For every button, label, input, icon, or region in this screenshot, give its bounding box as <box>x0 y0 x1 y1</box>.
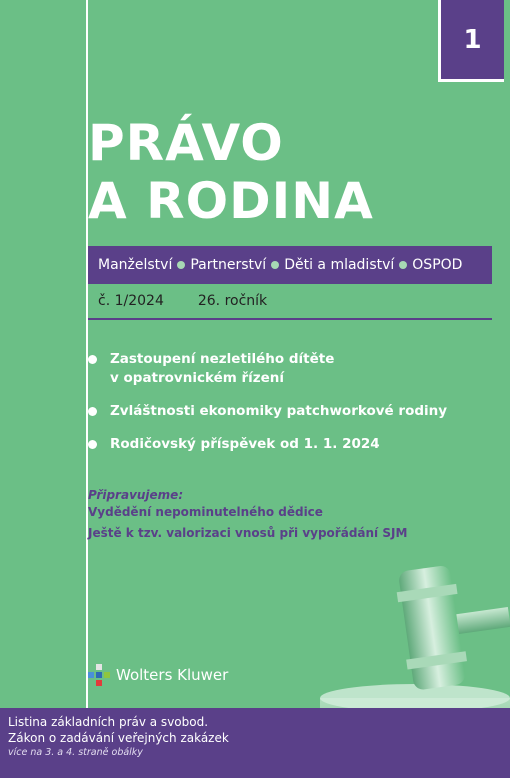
bullet-dot-icon <box>399 261 407 269</box>
footer-line-1: Listina základních práv a svobod. <box>8 715 209 729</box>
footer-line-2: Zákon o zadávání veřejných zakázek <box>8 731 229 745</box>
article-item <box>88 435 498 454</box>
footer-note: více na 3. a 4. straně obálky <box>8 747 143 758</box>
article-item <box>88 350 498 388</box>
wolters-kluwer-logo-icon <box>88 664 110 686</box>
article-title-line: Zvláštnosti ekonomiky patchworkové rodiny <box>110 403 448 419</box>
issue-number: č. 1/2024 <box>98 293 164 309</box>
publisher-logo <box>88 664 228 686</box>
subject-bar <box>88 246 492 284</box>
issue-volume: 26. ročník <box>197 293 268 309</box>
footer-bar <box>0 708 510 778</box>
title-line-1: PRÁVO <box>88 114 284 172</box>
subject-item: Děti a mladiství <box>284 257 395 273</box>
article-title-line: v opatrovnickém řízení <box>110 370 285 386</box>
bullet-dot-icon <box>88 407 97 416</box>
preparing-label: Připravujeme: <box>88 488 184 502</box>
preparing-item: Ještě k tzv. valorizaci vnosů při vypořádání SJM <box>88 526 408 540</box>
preparing-item: Vydědění nepominutelného dědice <box>88 505 323 519</box>
bullet-dot-icon <box>88 440 97 449</box>
issue-number-badge <box>438 0 504 82</box>
article-list <box>88 350 498 468</box>
subject-item: OSPOD <box>412 257 463 273</box>
bullet-dot-icon <box>271 261 279 269</box>
subject-item: Partnerství <box>190 257 267 273</box>
bullet-dot-icon <box>177 261 185 269</box>
preparing-section <box>88 488 498 547</box>
article-title-line: Zastoupení nezletilého dítěte <box>110 351 335 367</box>
issue-number-text: 1 <box>463 24 482 55</box>
bullet-dot-icon <box>88 355 97 364</box>
publisher-name: Wolters Kluwer <box>116 666 229 684</box>
article-title-line: Rodičovský příspěvek od 1. 1. 2024 <box>110 436 380 452</box>
title-line-2: A RODINA <box>88 172 374 230</box>
subject-item: Manželství <box>98 257 173 273</box>
article-item <box>88 402 498 421</box>
issue-info-row <box>88 284 492 320</box>
